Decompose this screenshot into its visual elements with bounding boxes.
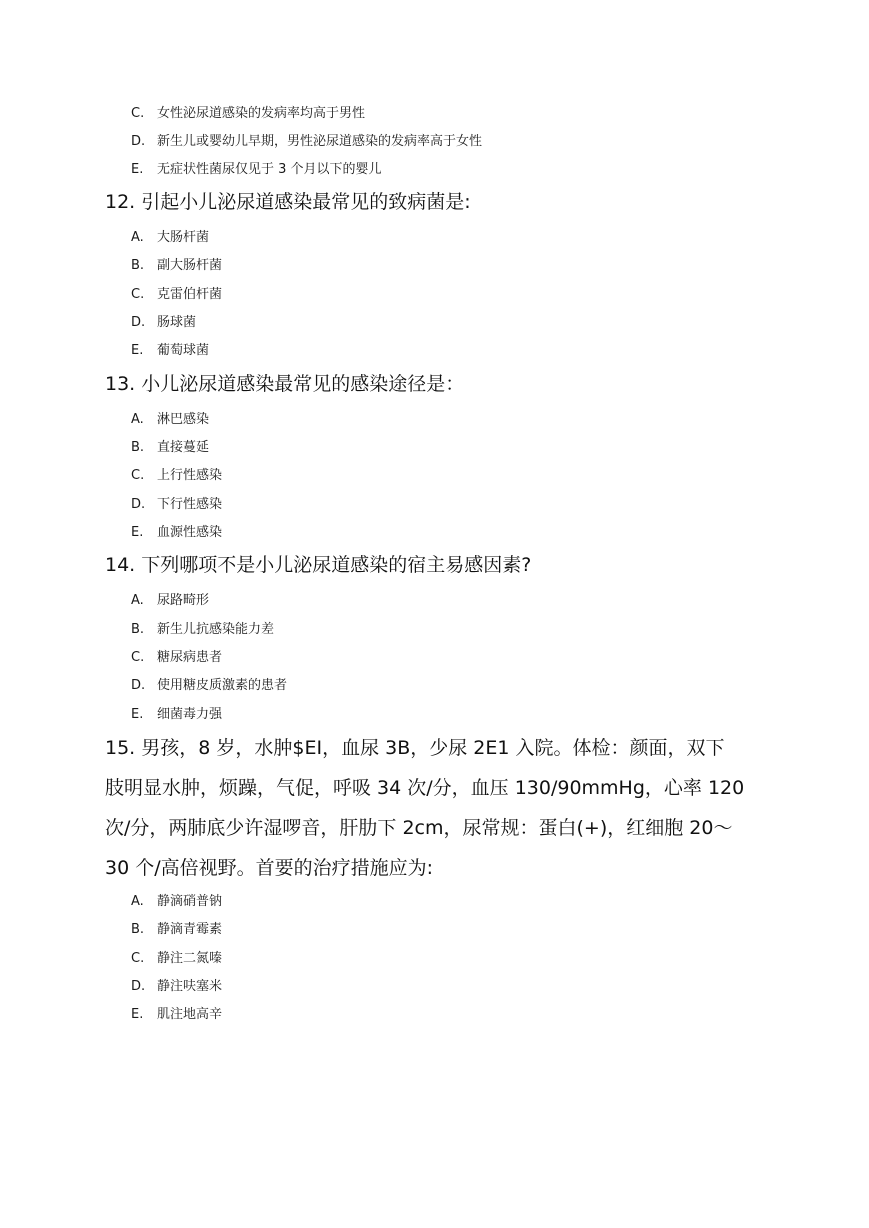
option-text: 无症状性菌尿仅见于 3 个月以下的婴儿: [157, 162, 382, 177]
q12-option-a: [131, 230, 209, 246]
option-text: 副大肠杆菌: [157, 258, 223, 273]
q14-option-e: [131, 707, 222, 723]
option-letter: C.: [131, 287, 145, 302]
q13-option-e: [131, 525, 222, 541]
option-letter: E.: [131, 525, 144, 540]
question-15-line: 15. 男孩，8 岁，水肿$EI，血尿 3B，少尿 2E1 入院。体检：颜面，双下: [105, 737, 725, 759]
q15-option-b: [131, 922, 222, 938]
q13-option-b: [131, 440, 209, 456]
option-letter: D.: [131, 678, 146, 693]
option-letter: E.: [131, 707, 144, 722]
q15-option-d: [131, 979, 222, 995]
option-text: 克雷伯杆菌: [157, 287, 223, 302]
option-letter: E.: [131, 343, 144, 358]
q11-option-d: [131, 134, 482, 150]
option-text: 新生儿或婴幼儿早期，男性泌尿道感染的发病率高于女性: [157, 134, 483, 149]
q15-option-e: [131, 1007, 222, 1023]
option-text: 静注二氮嗪: [157, 951, 223, 966]
q12-option-d: [131, 315, 196, 331]
q13-option-d: [131, 497, 222, 513]
option-text: 血源性感染: [157, 525, 223, 540]
option-letter: D.: [131, 979, 146, 994]
q11-option-c: [131, 106, 365, 122]
option-letter: A.: [131, 593, 144, 608]
q13-option-c: [131, 468, 222, 484]
option-letter: C.: [131, 650, 145, 665]
option-text: 女性泌尿道感染的发病率均高于男性: [157, 106, 366, 121]
q14-option-d: [131, 678, 287, 694]
option-letter: D.: [131, 497, 146, 512]
option-text: 糖尿病患者: [157, 650, 223, 665]
option-letter: A.: [131, 894, 144, 909]
option-letter: C.: [131, 106, 145, 121]
q12-option-b: [131, 258, 222, 274]
option-text: 静滴硝普钠: [157, 894, 223, 909]
option-text: 静注呋塞米: [157, 979, 223, 994]
q12-option-e: [131, 343, 209, 359]
question-14-stem: 14. 下列哪项不是小儿泌尿道感染的宿主易感因素?: [105, 554, 532, 576]
question-12-stem: 12. 引起小儿泌尿道感染最常见的致病菌是:: [105, 191, 471, 213]
option-letter: A.: [131, 412, 144, 427]
option-text: 上行性感染: [157, 468, 223, 483]
option-text: 肌注地高辛: [157, 1007, 223, 1022]
q14-option-a: [131, 593, 209, 609]
question-13-stem: 13. 小儿泌尿道感染最常见的感染途径是：: [105, 373, 465, 395]
q15-option-a: [131, 894, 222, 910]
option-text: 大肠杆菌: [157, 230, 210, 245]
option-text: 下行性感染: [157, 497, 223, 512]
option-text: 直接蔓延: [157, 440, 210, 455]
option-text: 使用糖皮质激素的患者: [157, 678, 288, 693]
option-letter: C.: [131, 951, 145, 966]
option-text: 肠球菌: [157, 315, 197, 330]
option-text: 尿路畸形: [157, 593, 210, 608]
option-letter: B.: [131, 440, 145, 455]
option-letter: D.: [131, 315, 146, 330]
q14-option-c: [131, 650, 222, 666]
q12-option-c: [131, 287, 222, 303]
question-15-line: 30 个/高倍视野。首要的治疗措施应为:: [105, 857, 434, 879]
q11-option-e: [131, 162, 382, 178]
option-text: 淋巴感染: [157, 412, 210, 427]
q13-option-a: [131, 412, 209, 428]
option-letter: B.: [131, 622, 145, 637]
option-text: 葡萄球菌: [157, 343, 210, 358]
question-15-stem: [105, 728, 765, 888]
option-letter: A.: [131, 230, 144, 245]
option-letter: B.: [131, 922, 145, 937]
question-15-line: 次/分，两肺底少许湿啰音，肝肋下 2cm，尿常规：蛋白(+)，红细胞 20～: [105, 817, 733, 839]
option-text: 静滴青霉素: [157, 922, 223, 937]
option-letter: C.: [131, 468, 145, 483]
option-text: 新生儿抗感染能力差: [157, 622, 275, 637]
option-letter: B.: [131, 258, 145, 273]
option-letter: E.: [131, 1007, 144, 1022]
question-15-line: 肢明显水肿，烦躁，气促，呼吸 34 次/分，血压 130/90mmHg，心率 120: [105, 777, 745, 799]
q15-option-c: [131, 951, 222, 967]
option-letter: D.: [131, 134, 146, 149]
option-text: 细菌毒力强: [157, 707, 223, 722]
q14-option-b: [131, 622, 274, 638]
option-letter: E.: [131, 162, 144, 177]
